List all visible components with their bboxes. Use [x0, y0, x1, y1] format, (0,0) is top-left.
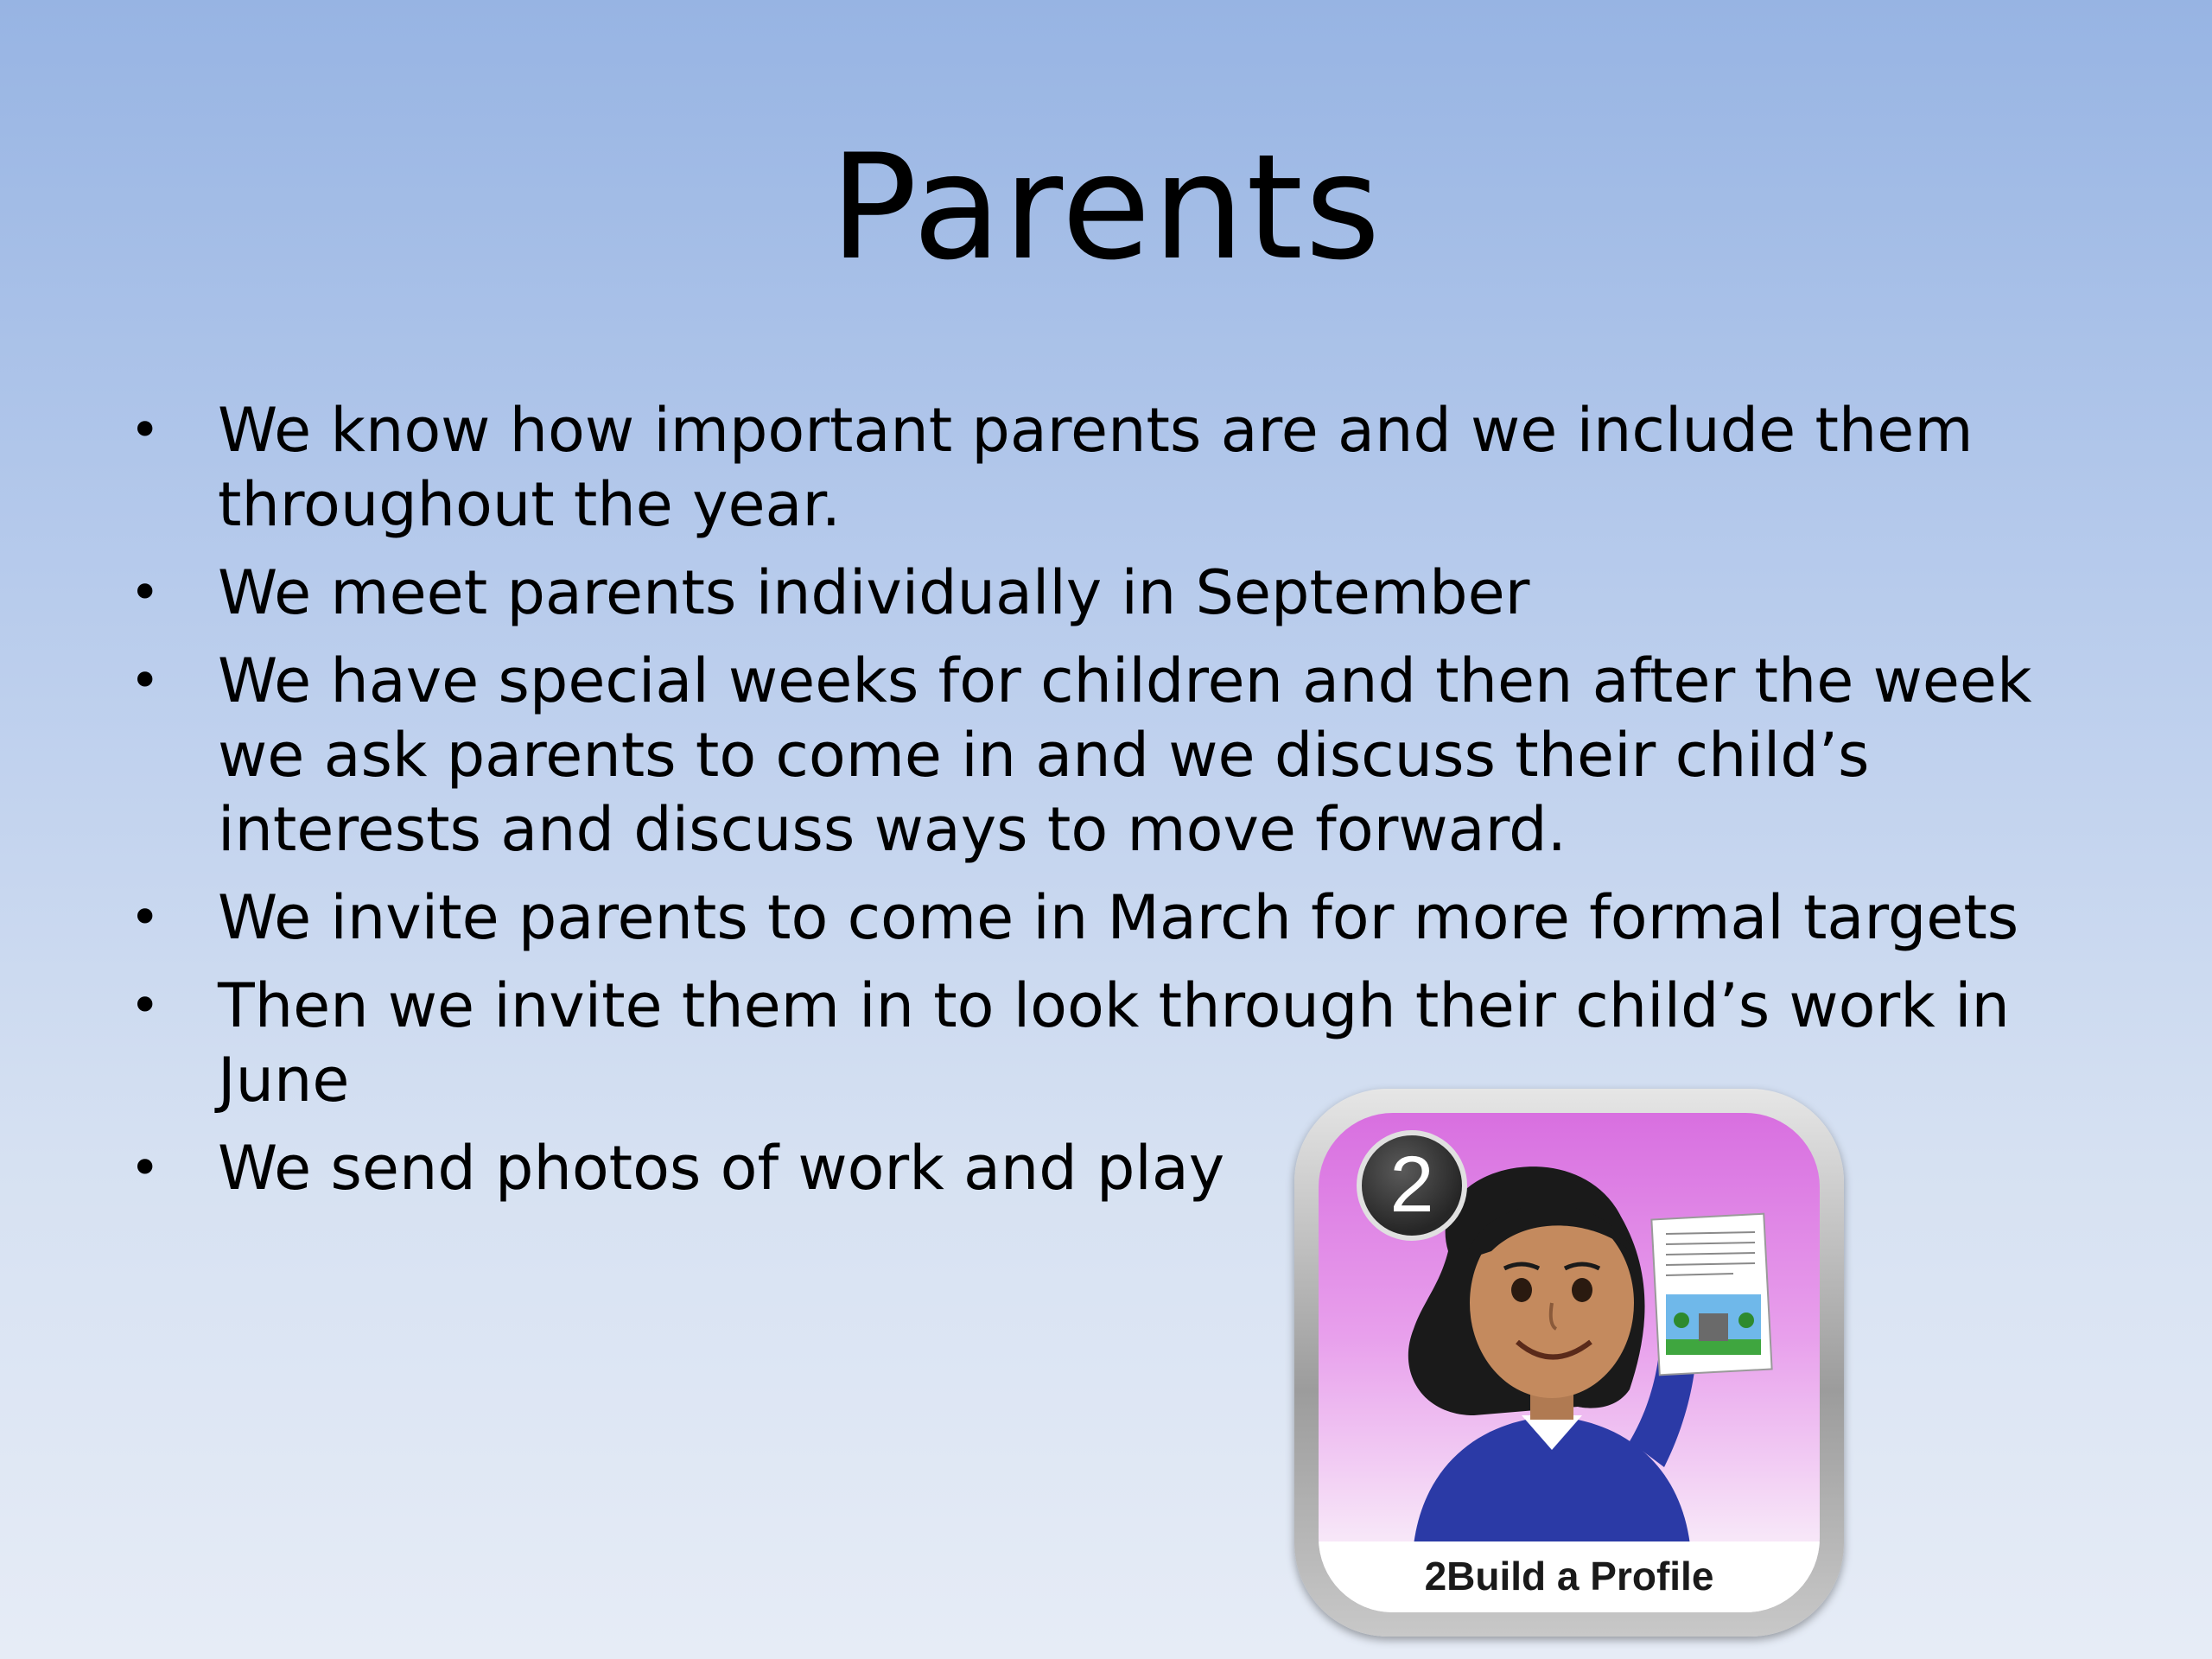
- bullet-dot: •: [130, 400, 161, 461]
- bullet-dot: •: [130, 976, 161, 1036]
- bullet-item: [130, 880, 2117, 955]
- bullet-item: [130, 393, 2117, 542]
- bullet-dot: •: [130, 887, 161, 948]
- bullet-text: We send photos of work and play: [218, 1133, 1225, 1204]
- app-icon-2build-a-profile: [1294, 1089, 1844, 1637]
- bullet-text: We meet parents individually in September: [218, 557, 1530, 628]
- bullet-dot: •: [130, 651, 161, 711]
- bullet-text: We invite parents to come in March for more formal targets: [218, 882, 2019, 953]
- bullet-text: We know how important parents are and we include them throughout the year.: [218, 395, 1974, 540]
- app-badge-number: 2: [1357, 1130, 1467, 1241]
- app-icon-inner: [1319, 1113, 1820, 1612]
- bullet-dot: •: [130, 1138, 161, 1198]
- bullet-item: [130, 644, 2117, 867]
- bullet-dot: •: [130, 563, 161, 623]
- slide-title: Parents: [830, 123, 1382, 292]
- bullet-text: Then we invite them in to look through their child’s work in June: [218, 970, 2010, 1116]
- app-icon-label: 2Build a Profile: [1319, 1541, 1820, 1612]
- bullet-item: [130, 556, 2117, 630]
- bullet-text: We have special weeks for children and then after the week we ask parents to come in and we discuss their child’s interests and discuss ways to move forward.: [218, 645, 2032, 865]
